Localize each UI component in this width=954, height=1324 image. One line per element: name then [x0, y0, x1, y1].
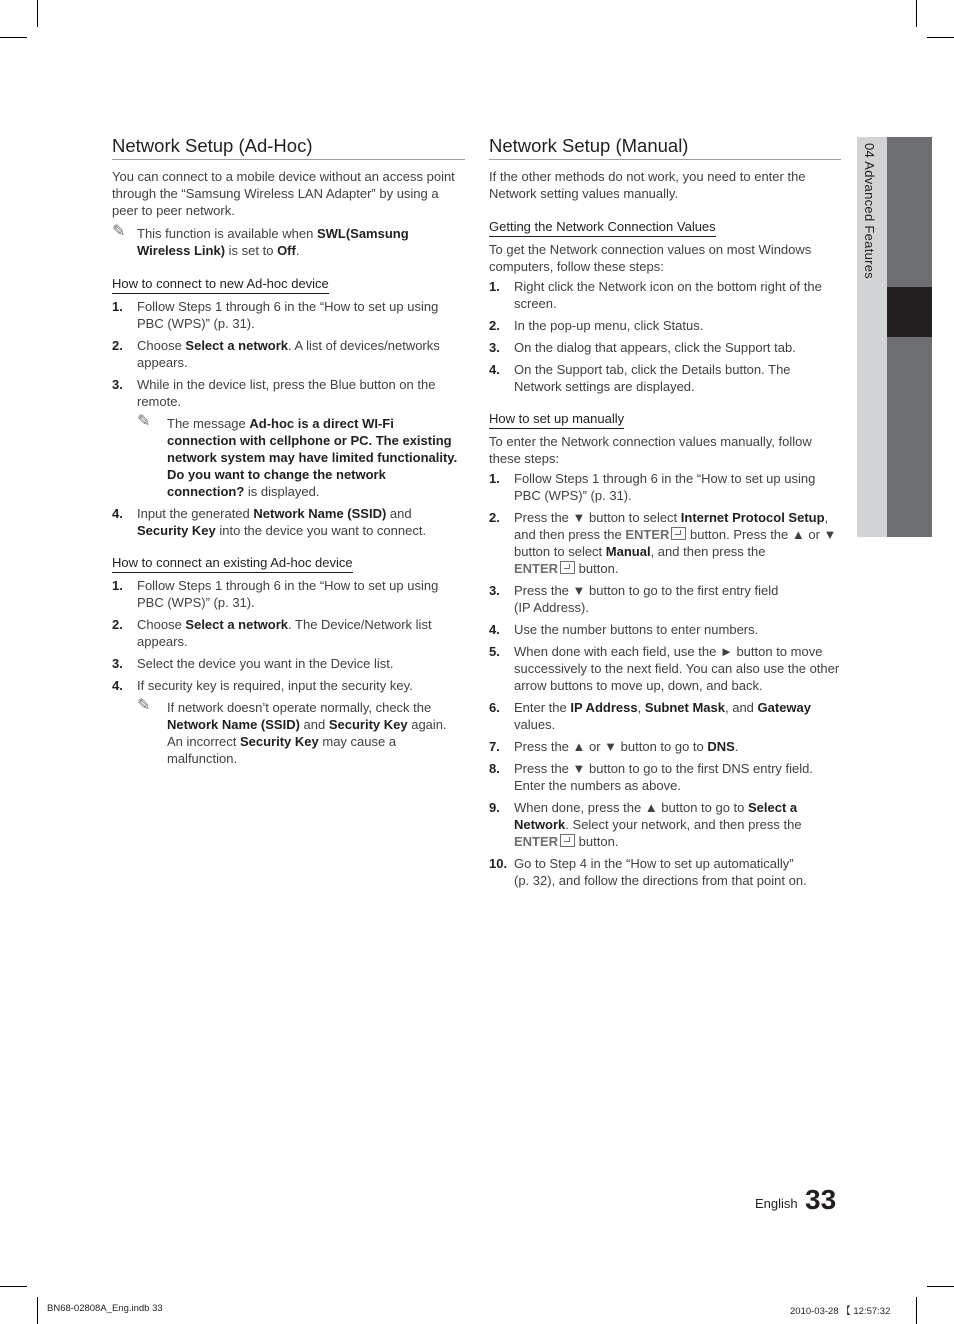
- list-item: 3. Press the ▼ button to go to the first entry field (IP Address).: [489, 583, 779, 615]
- crop-mark: [916, 0, 917, 27]
- list-item: 4. If security key is required, input the security key. ✎ If network doesn’t operate normally, check the Network Name (SSID) and Security Key again. An incorrect Security Key may cause a malfunction.: [112, 677, 465, 767]
- steps-list: [489, 278, 841, 395]
- list-item: 3. On the dialog that appears, click the Support tab.: [489, 340, 796, 355]
- list-item: 2. Press the ▼ button to select Internet Protocol Setup, and then press the ENTER button. Press the ▲ or ▼ button to select Manual, and then press the ENTER button.: [489, 510, 837, 576]
- list-item: 4. Input the generated Network Name (SSID) and Security Key into the device you want to connect.: [112, 506, 427, 538]
- subsection-intro: To enter the Network connection values manually, follow these steps:: [489, 434, 812, 466]
- note: ✎ If network doesn’t operate normally, check the Network Name (SSID) and Security Key again. An incorrect Security Key may cause a malfunction.: [137, 697, 447, 766]
- list-item: 1. Follow Steps 1 through 6 in the “How to set up using PBC (WPS)” (p. 31).: [489, 471, 816, 503]
- crop-mark: [37, 1297, 38, 1324]
- subsection-heading: How to set up manually: [489, 410, 624, 429]
- list-item: 1. Right click the Network icon on the bottom right of the screen.: [489, 279, 822, 311]
- enter-icon: [671, 527, 686, 540]
- list-item: 9. When done, press the ▲ button to go to Select a Network. Select your network, and then press the ENTER button.: [489, 800, 802, 849]
- list-item: 2. Choose Select a network. The Device/Network list appears.: [112, 617, 432, 649]
- enter-button-label: ENTER: [514, 561, 559, 576]
- list-item: 7. Press the ▲ or ▼ button to go to DNS.: [489, 739, 739, 754]
- steps-list: [112, 298, 465, 539]
- right-column: [489, 135, 841, 894]
- section-title: Network Setup (Ad-Hoc): [112, 135, 465, 160]
- pencil-note-icon: ✎: [137, 413, 151, 430]
- crop-mark: [916, 1297, 917, 1324]
- list-item: 4. Use the number buttons to enter numbers.: [489, 622, 759, 637]
- crop-mark: [0, 37, 27, 38]
- crop-mark: [927, 1286, 954, 1287]
- print-slug-file: BN68-02808A_Eng.indb 33: [47, 1303, 163, 1314]
- note: ✎ This function is available when SWL(Samsung Wireless Link) is set to Off.: [112, 223, 409, 258]
- list-item: 4. On the Support tab, click the Details button. The Network settings are displayed.: [489, 362, 791, 394]
- subsection-heading: How to connect an existing Ad-hoc device: [112, 554, 353, 573]
- section-title: Network Setup (Manual): [489, 135, 841, 160]
- intro-paragraph: If the other methods do not work, you need to enter the Network setting values manually.: [489, 169, 806, 201]
- enter-button-label: ENTER: [514, 834, 559, 849]
- crop-mark: [0, 1286, 27, 1287]
- steps-list: [489, 470, 841, 889]
- pencil-note-icon: ✎: [112, 223, 126, 240]
- list-item: 10. Go to Step 4 in the “How to set up automatically” (p. 32), and follow the directions from that point on.: [489, 856, 807, 888]
- list-item: 2. In the pop-up menu, click Status.: [489, 318, 704, 333]
- subsection-heading: How to connect to new Ad-hoc device: [112, 275, 329, 294]
- subsection-intro: To get the Network connection values on most Windows computers, follow these steps:: [489, 242, 812, 274]
- list-item: 8. Press the ▼ button to go to the first DNS entry field. Enter the numbers as above.: [489, 761, 814, 793]
- intro-paragraph: You can connect to a mobile device without an access point through the “Samsung Wireless LAN Adapter” by using a peer to peer network.: [112, 169, 455, 218]
- list-item: 5. When done with each field, use the ► button to move successively to the next field. You can also use the other arrow buttons to move up, down, and back.: [489, 644, 840, 693]
- list-item: 2. Choose Select a network. A list of devices/networks appears.: [112, 338, 440, 370]
- enter-icon: [560, 561, 575, 574]
- subsection-heading: Getting the Network Connection Values: [489, 218, 716, 237]
- note: ✎ The message Ad-hoc is a direct WI-Fi connection with cellphone or PC. The existing network system may have limited functionality. Do you want to change the network connection? is displayed.: [137, 413, 458, 499]
- crop-mark: [37, 0, 38, 27]
- chapter-tab-marker: [887, 287, 932, 337]
- print-slug-timestamp: 2010-03-28 【 12:57:32: [790, 1306, 891, 1317]
- crop-mark: [927, 37, 954, 38]
- footer-language: English: [755, 1196, 798, 1211]
- steps-list: [112, 577, 465, 767]
- enter-icon: [560, 834, 575, 847]
- list-item: 6. Enter the IP Address, Subnet Mask, and Gateway values.: [489, 700, 812, 732]
- list-item: 3. Select the device you want in the Device list.: [112, 656, 394, 671]
- chapter-tab-label: 04 Advanced Features: [862, 143, 877, 280]
- left-column: [112, 135, 465, 772]
- list-item: 3. While in the device list, press the Blue button on the remote. ✎ The message Ad-hoc is a direct WI-Fi connection with cellphone or PC. The existing network system may have limited functionality. Do you want to change the network connection? is displayed.: [112, 376, 465, 500]
- pencil-note-icon: ✎: [137, 697, 151, 714]
- enter-button-label: ENTER: [625, 527, 670, 542]
- list-item: 1. Follow Steps 1 through 6 in the “How to set up using PBC (WPS)” (p. 31).: [112, 578, 439, 610]
- chapter-tab-strip: [887, 137, 932, 537]
- list-item: 1. Follow Steps 1 through 6 in the “How to set up using PBC (WPS)” (p. 31).: [112, 299, 439, 331]
- page-number: 33: [805, 1184, 837, 1215]
